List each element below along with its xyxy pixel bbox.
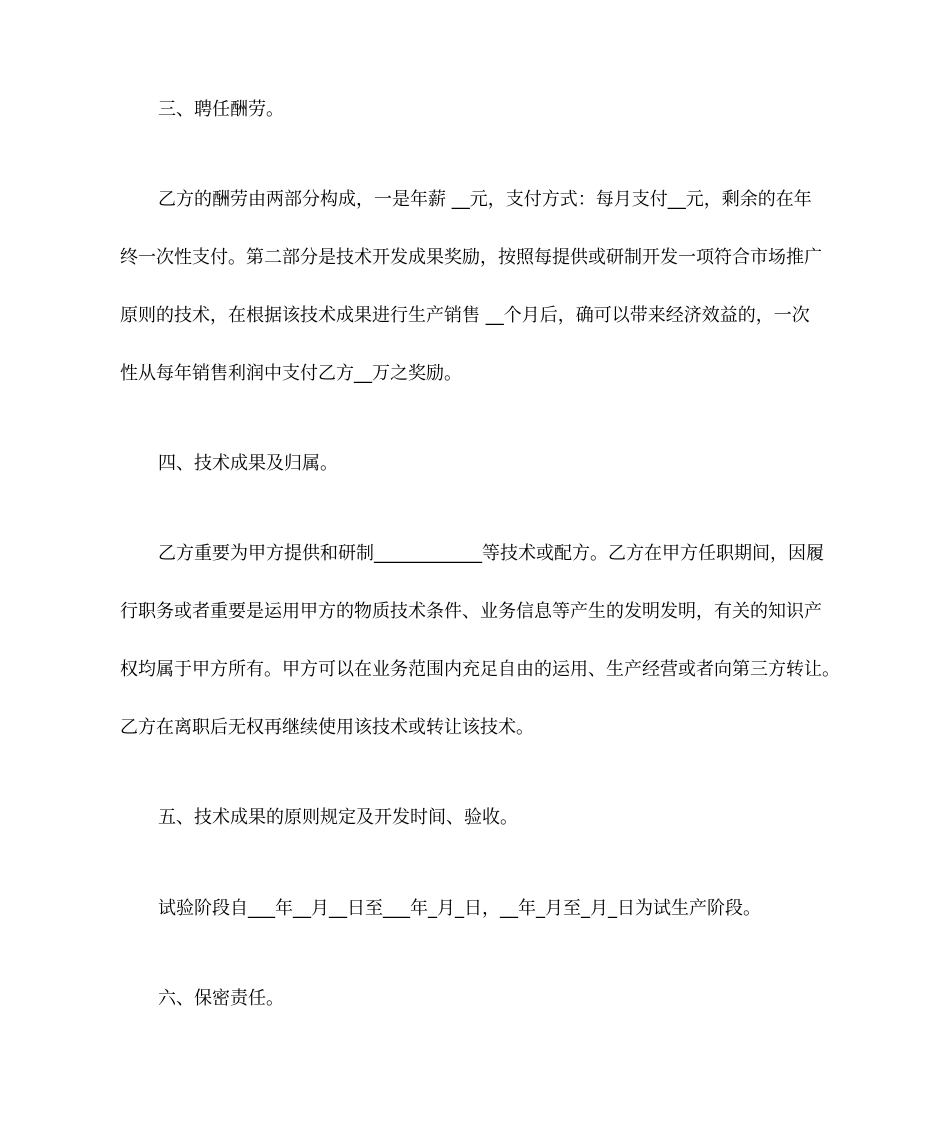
paragraph-line: 试验阶段自___年__月__日至___年_月_日，__年_月至_月_日为试生产阶段。 (158, 898, 761, 919)
section-heading-remuneration: 三、聘任酬劳。 (158, 99, 284, 120)
paragraph-line: 权均属于甲方所有。甲方可以在业务范围内充足自由的运用、生产经营或者向第三方转让。 (120, 659, 840, 680)
section-heading-confidentiality: 六、保密责任。 (158, 988, 284, 1009)
section-heading-standards: 五、技术成果的原则规定及开发时间、验收。 (158, 807, 518, 828)
paragraph-line: 行职务或者重要是运用甲方的物质技术条件、业务信息等产生的发明发明，有关的知识产 (120, 601, 822, 622)
paragraph-line: 乙方的酬劳由两部分构成，一是年薪 __元，支付方式：每月支付__元，剩余的在年 (158, 189, 812, 210)
paragraph-line: 乙方重要为甲方提供和研制____________等技术或配方。乙方在甲方任职期间，因履 (158, 543, 824, 564)
paragraph-line: 原则的技术，在根据该技术成果进行生产销售 __个月后，确可以带来经济效益的，一次 (120, 305, 810, 326)
paragraph-line: 乙方在离职后无权再继续使用该技术或转让该技术。 (120, 717, 534, 738)
paragraph-line: 性从每年销售利润中支付乙方__万之奖励。 (120, 363, 462, 384)
section-heading-ownership: 四、技术成果及归属。 (158, 453, 338, 474)
paragraph-line: 终一次性支付。第二部分是技术开发成果奖励，按照每提供或研制开发一项符合市场推广 (120, 247, 822, 268)
